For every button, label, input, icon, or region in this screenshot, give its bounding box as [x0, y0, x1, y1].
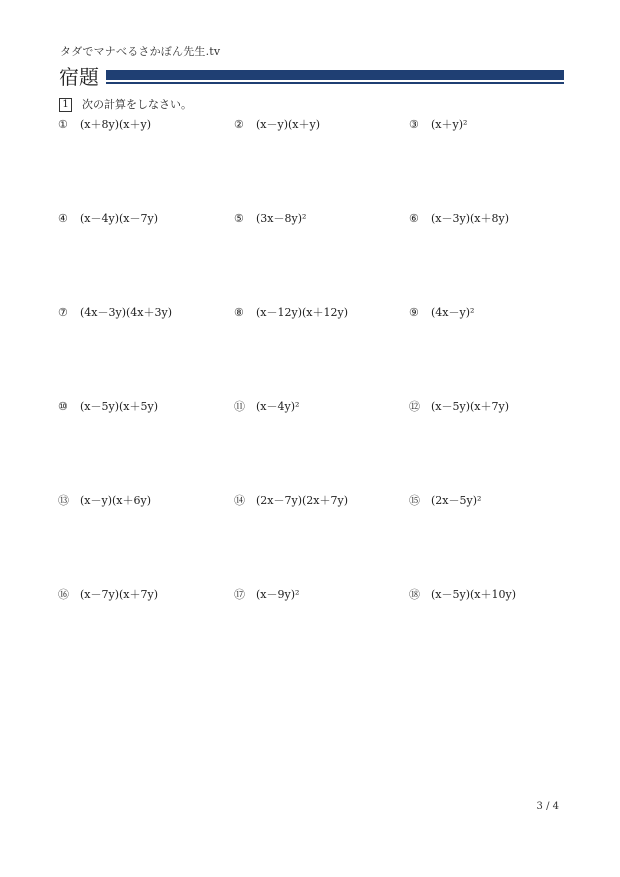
- problem-number: ⑪: [234, 400, 245, 413]
- problem-number: ⑧: [234, 306, 244, 319]
- heading-row: [59, 64, 564, 92]
- problem-1: [58, 118, 151, 132]
- problem-13: [58, 494, 151, 508]
- problem-expression: (x－5y)(x＋10y): [431, 588, 516, 601]
- problem-17: [234, 588, 299, 602]
- problem-expression: (x－5y)(x＋7y): [431, 400, 509, 413]
- problem-number: ⑯: [58, 588, 69, 601]
- problem-expression: (x＋8y)(x＋y): [80, 118, 152, 131]
- problem-8: [234, 306, 348, 320]
- problem-expression: (x－4y)(x－7y): [80, 212, 158, 225]
- problem-16: [58, 588, 158, 602]
- problem-number: ④: [58, 212, 68, 225]
- question-number-box: 1: [59, 98, 72, 112]
- problem-number: ⑨: [409, 306, 419, 319]
- problem-expression: (x－12y)(x＋12y): [256, 306, 348, 319]
- problem-7: [58, 306, 172, 320]
- problem-expression: (4x－y)²: [431, 306, 475, 319]
- problem-number: ⑩: [58, 400, 68, 413]
- problem-14: [234, 494, 348, 508]
- problem-number: ⑭: [234, 494, 245, 507]
- page-number: 3 / 4: [536, 801, 559, 812]
- page-title: 宿題: [59, 65, 99, 89]
- problem-number: ⑰: [234, 588, 245, 601]
- problem-expression: (x－3y)(x＋8y): [431, 212, 509, 225]
- problem-12: [409, 400, 509, 414]
- problem-expression: (4x－3y)(4x＋3y): [80, 306, 172, 319]
- problem-expression: (x＋y)²: [431, 118, 468, 131]
- problem-15: [409, 494, 481, 508]
- problem-number: ⑬: [58, 494, 69, 507]
- problem-4: [58, 212, 158, 226]
- problem-expression: (x－5y)(x＋5y): [80, 400, 158, 413]
- problem-number: ⑮: [409, 494, 420, 507]
- heading-bar: [106, 70, 564, 80]
- problem-expression: (x－y)(x＋y): [256, 118, 321, 131]
- problem-expression: (x－4y)²: [256, 400, 300, 413]
- problem-number: ②: [234, 118, 244, 131]
- problem-5: [234, 212, 306, 226]
- problem-number: ⑫: [409, 400, 420, 413]
- site-title: タダでマナべるさかぼん先生.tv: [60, 45, 221, 58]
- problem-expression: (x－9y)²: [256, 588, 300, 601]
- problem-10: [58, 400, 158, 414]
- problem-number: ③: [409, 118, 419, 131]
- problem-expression: (2x－7y)(2x＋7y): [256, 494, 348, 507]
- question-instruction: [59, 98, 192, 112]
- problem-expression: (2x－5y)²: [431, 494, 482, 507]
- problem-18: [409, 588, 516, 602]
- problem-number: ⑦: [58, 306, 68, 319]
- problem-3: [409, 118, 467, 132]
- problem-number: ⑥: [409, 212, 419, 225]
- problem-number: ⑤: [234, 212, 244, 225]
- problem-6: [409, 212, 509, 226]
- problem-expression: (3x－8y)²: [256, 212, 307, 225]
- problem-9: [409, 306, 474, 320]
- problem-2: [234, 118, 320, 132]
- problem-11: [234, 400, 299, 414]
- problem-number: ①: [58, 118, 68, 131]
- question-text: 次の計算をしなさい。: [82, 98, 192, 111]
- problem-number: ⑱: [409, 588, 420, 601]
- problem-expression: (x－7y)(x＋7y): [80, 588, 158, 601]
- problem-expression: (x－y)(x＋6y): [80, 494, 152, 507]
- heading-underline: [106, 82, 564, 84]
